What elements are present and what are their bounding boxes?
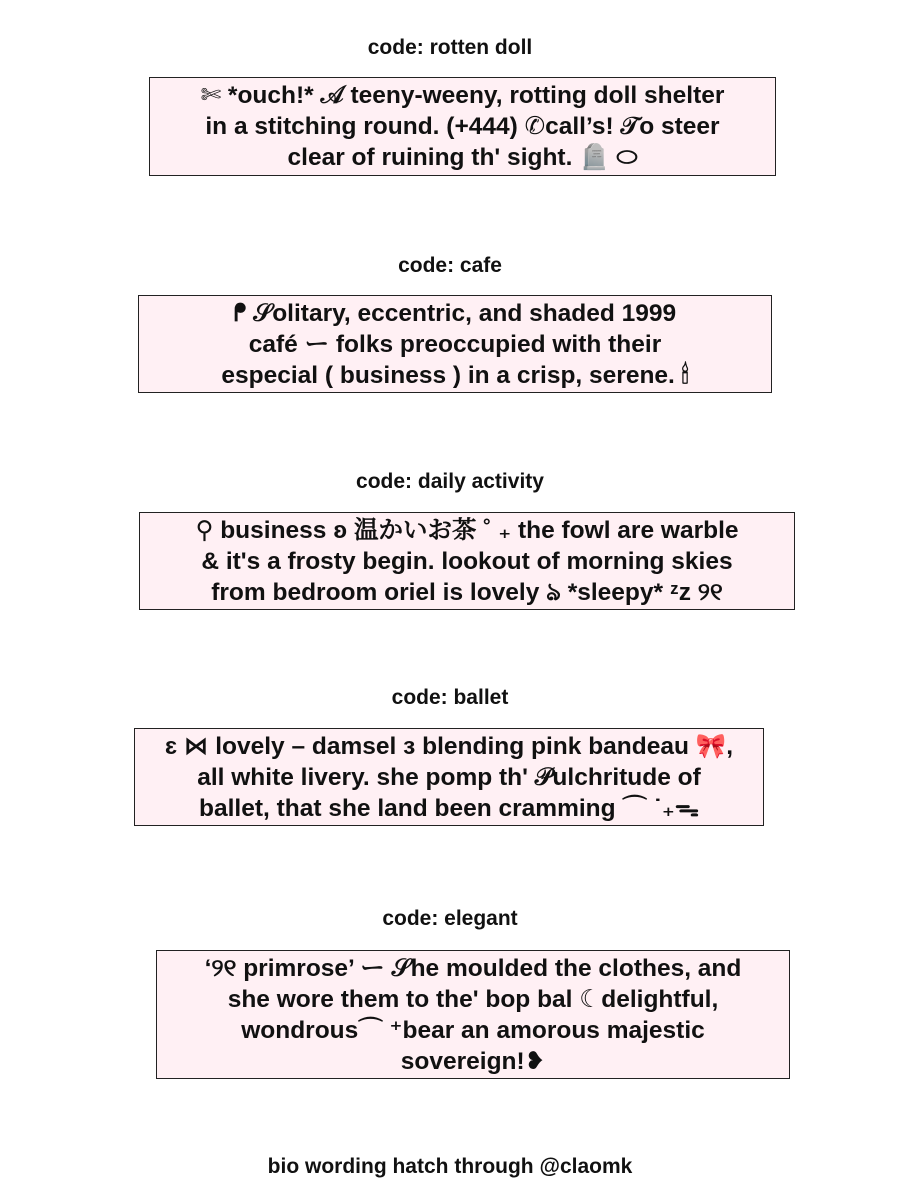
text-line: café ー folks preoccupied with their: [248, 330, 662, 358]
text-line: ɛ ⋈ lovely – damsel ɜ blending pink bandeau 🎀,: [164, 732, 734, 760]
section-heading-daily-activity: code: daily activity: [356, 470, 544, 493]
text-line: wondrous⌒ ⁺bear an amorous majestic: [241, 1016, 705, 1044]
text-line: ᖰ 𝒮olitary, eccentric, and shaded 1999: [233, 299, 677, 327]
text-line: ✄ *ouch!* 𝒜 teeny-weeny, rotting doll shelter: [200, 82, 725, 109]
text-line: in a stitching round. (+444) ✆call’s! 𝒯o steer: [205, 113, 720, 140]
text-line: clear of ruining th' sight. 🪦 ⬭: [287, 144, 638, 171]
footer-credit: bio wording hatch through @claomk: [267, 1155, 633, 1178]
text-line: ⚲ business ʚ 温かいお茶 ˚ ₊ the fowl are warble: [195, 516, 739, 544]
text-line: ‘୨୧ primrose’ ー 𝒮he moulded the clothes, and: [204, 954, 742, 982]
text-block: [221, 298, 688, 391]
text-box-elegant: [156, 950, 790, 1079]
text-box-daily-activity: [139, 512, 795, 610]
text-line: ballet, that she land been cramming ⌒ ˙₊ᯓ: [199, 794, 699, 822]
section-heading-ballet: code: ballet: [391, 686, 509, 709]
text-line: she wore them to the' bop bal ☾delightful,: [227, 985, 719, 1013]
text-box-rotten-doll: [149, 77, 776, 176]
section-heading-cafe: code: cafe: [398, 254, 502, 277]
section-heading-elegant: code: elegant: [382, 907, 518, 930]
text-block: [165, 731, 733, 824]
text-line: sovereign!❥: [400, 1047, 546, 1075]
text-block: [201, 80, 725, 173]
text-block: [205, 953, 742, 1077]
text-box-cafe: [138, 295, 772, 393]
section-heading-rotten-doll: code: rotten doll: [367, 36, 533, 59]
text-line: from bedroom oriel is lovely ঌ *sleepy* ᶻz ୨୧: [211, 578, 723, 606]
text-block: [195, 515, 738, 608]
text-line: especial ( business ) in a crisp, serene. 🕯: [221, 361, 689, 389]
text-line: & it's a frosty begin. lookout of morning skies: [201, 547, 733, 575]
text-line: all white livery. she pomp th' 𝒫ulchritude of: [197, 763, 701, 791]
text-box-ballet: [134, 728, 764, 826]
